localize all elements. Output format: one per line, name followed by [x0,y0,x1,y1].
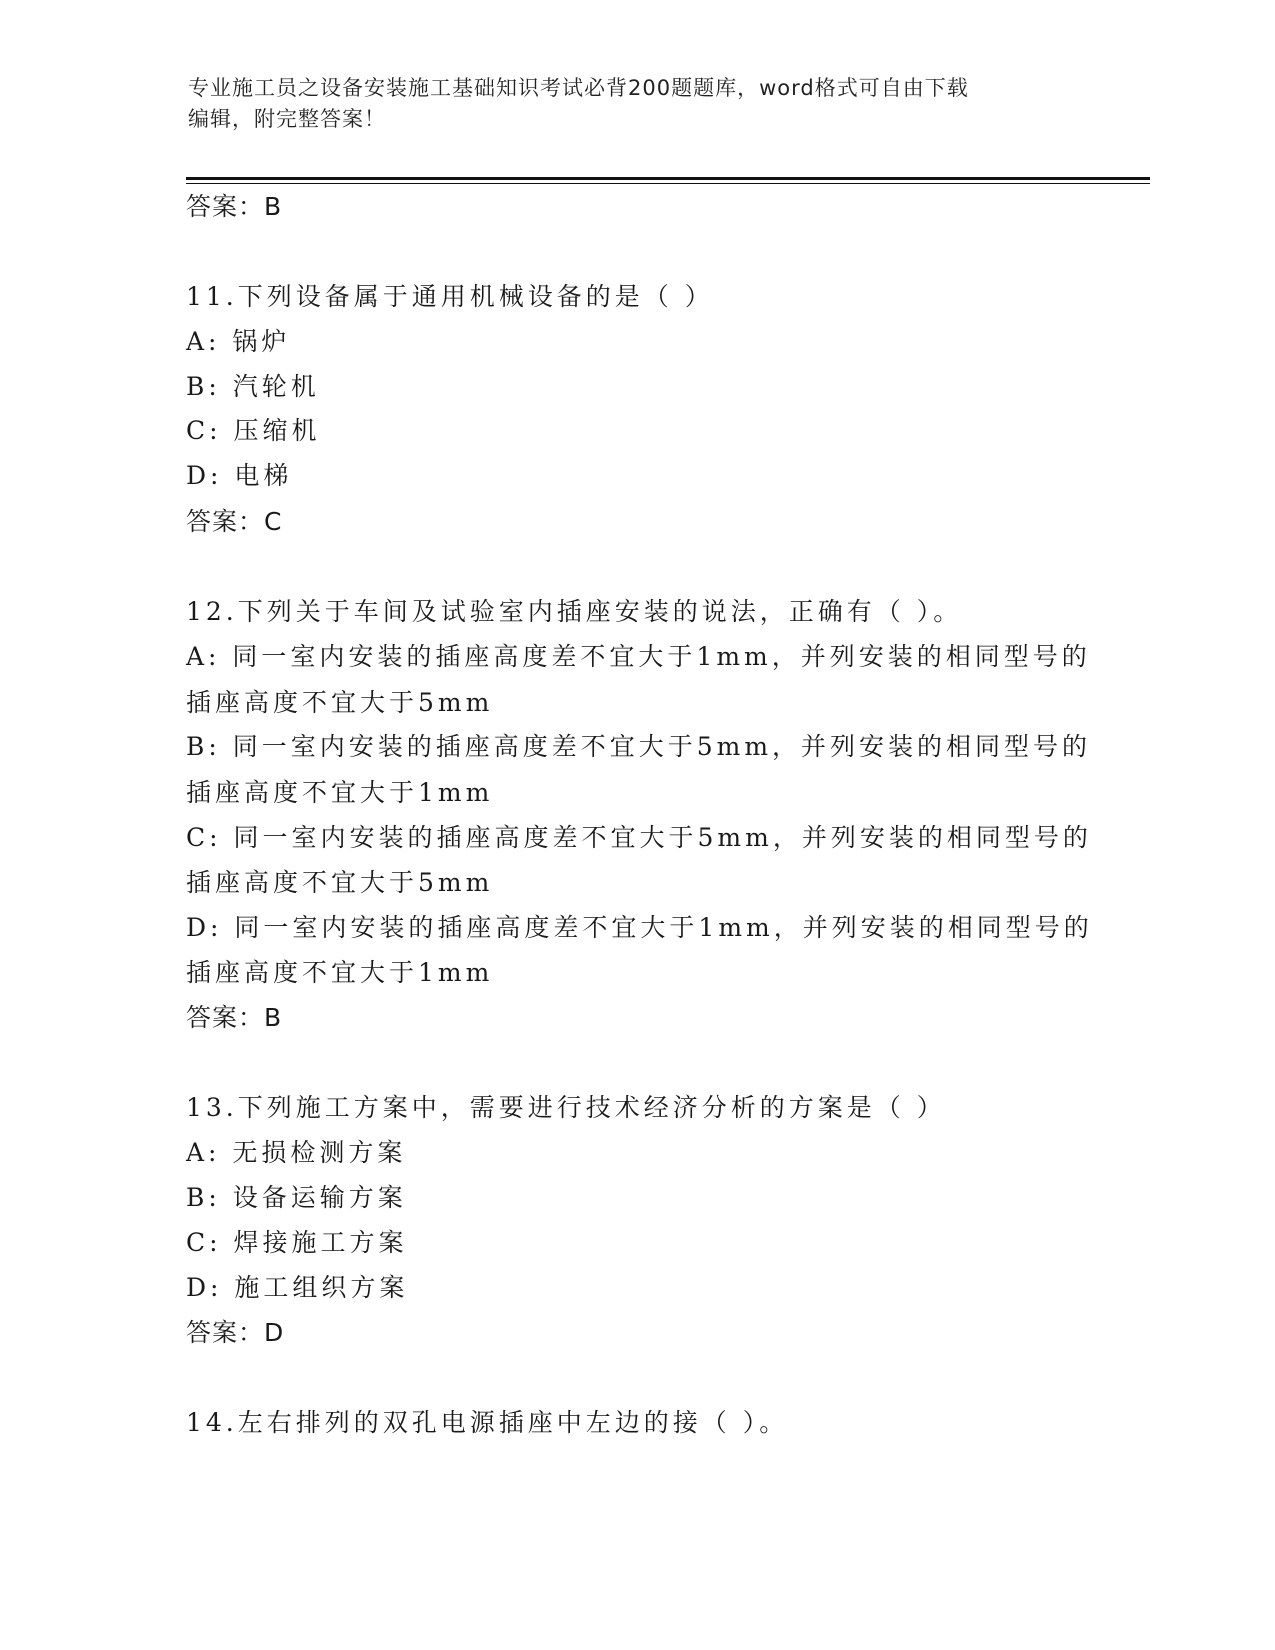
question-14-stem: 14.左右排列的双孔电源插座中左边的接（ ）。 [186,1408,789,1437]
question-12-option-a-line-2: 插座高度不宜大于5mm [186,688,494,717]
question-13-option-a: A: 无损检测方案 [186,1138,407,1167]
question-13-stem: 13.下列施工方案中，需要进行技术经济分析的方案是（ ） [186,1093,946,1122]
question-12-option-d-line-1: D: 同一室内安装的插座高度差不宜大于1mm，并列安装的相同型号的 [186,913,1093,942]
question-12-option-d-line-2: 插座高度不宜大于1mm [186,958,494,987]
question-11-stem: 11.下列设备属于通用机械设备的是（ ） [186,282,714,311]
question-12-option-b-line-1: B: 同一室内安装的插座高度差不宜大于5mm，并列安装的相同型号的 [186,732,1092,761]
answer-q11: 答案：C [186,507,283,536]
question-11-option-d: D: 电梯 [186,461,293,490]
header-divider-thick [186,177,1150,180]
question-11-option-b: B: 汽轮机 [186,372,320,401]
header-title-line-1: 专业施工员之设备安装施工基础知识考试必背200题题库，word格式可自由下载 [188,76,969,100]
question-13-option-b: B: 设备运输方案 [186,1183,407,1212]
header-divider-thin [186,183,1150,184]
question-11-option-c: C: 压缩机 [186,416,321,445]
question-12-option-c-line-2: 插座高度不宜大于5mm [186,868,494,897]
question-13-option-d: D: 施工组织方案 [186,1273,409,1302]
header-title-line-2: 编辑，附完整答案！ [188,107,386,131]
document-header [188,73,1068,135]
question-12-option-b-line-2: 插座高度不宜大于1mm [186,778,494,807]
question-12-stem: 12.下列关于车间及试验室内插座安装的说法，正确有（ ）。 [186,597,963,626]
question-13-option-c: C: 焊接施工方案 [186,1228,408,1257]
answer-q13: 答案：D [186,1318,285,1347]
answer-q12: 答案：B [186,1003,283,1032]
question-12-option-c-line-1: C: 同一室内安装的插座高度差不宜大于5mm，并列安装的相同型号的 [186,823,1092,852]
question-11-option-a: A: 锅炉 [186,327,291,356]
question-12-option-a-line-1: A: 同一室内安装的插座高度差不宜大于1mm，并列安装的相同型号的 [186,642,1091,671]
answer-q10: 答案：B [186,192,283,221]
